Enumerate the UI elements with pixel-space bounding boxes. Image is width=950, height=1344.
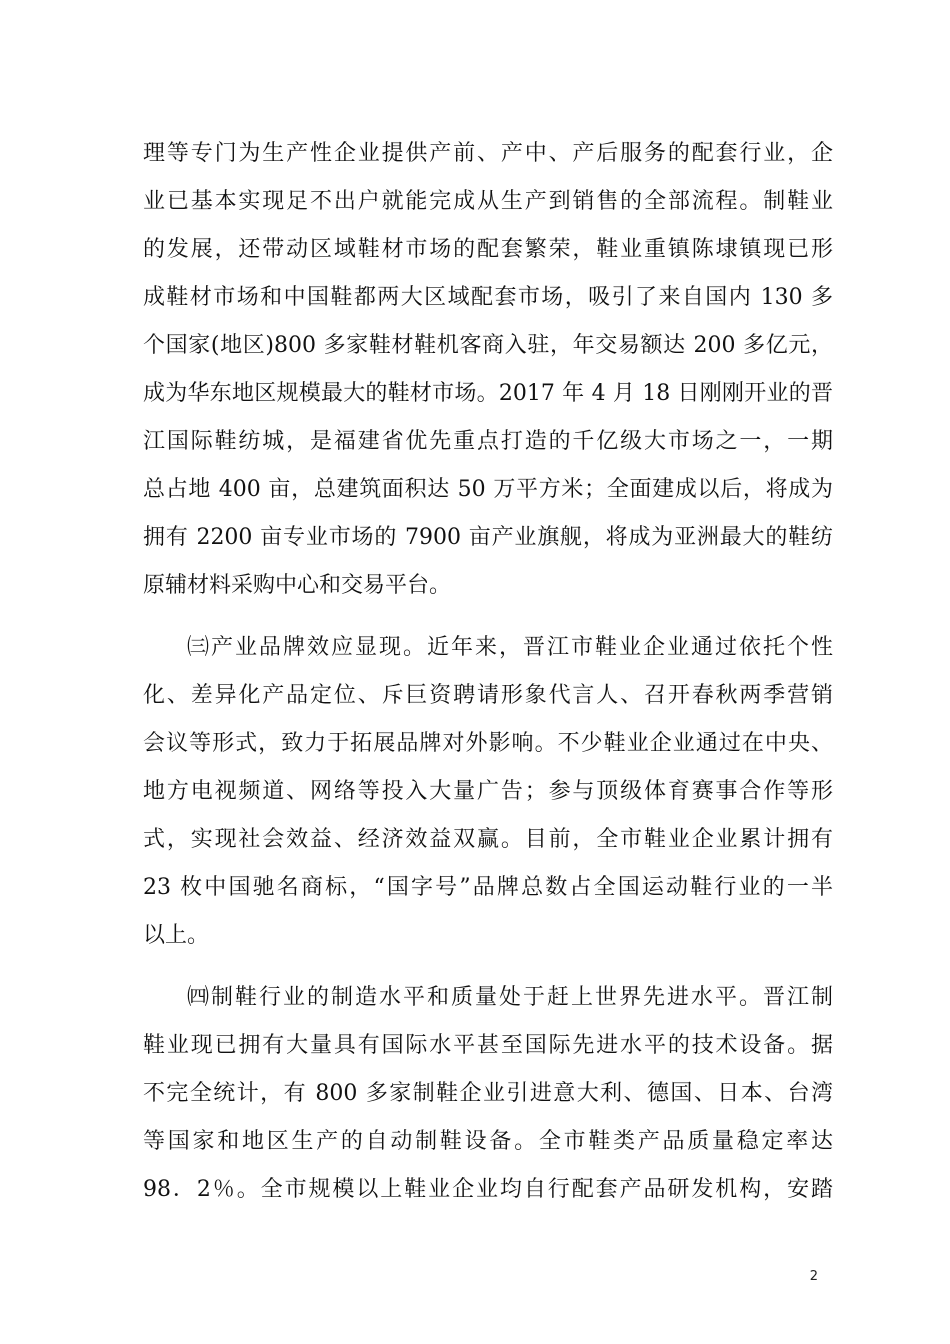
text-line: 拥有 2200 亩专业市场的 7900 亩产业旗舰，将成为亚洲最大的鞋纺 <box>143 525 833 550</box>
text-line: 不完全统计，有 800 多家制鞋企业引进意大利、德国、日本、台湾 <box>143 1081 833 1106</box>
text-line: 个国家(地区)800 多家鞋材鞋机客商入驻，年交易额达 200 多亿元， <box>143 333 833 358</box>
text-line: 成为华东地区规模最大的鞋材市场。2017 年 4 月 18 日刚刚开业的晋 <box>143 381 833 406</box>
page-number: 2 <box>809 1269 818 1284</box>
text-line: 理等专门为生产性企业提供产前、产中、产后服务的配套行业，企 <box>143 141 833 166</box>
text-line: 等国家和地区生产的自动制鞋设备。全市鞋类产品质量稳定率达 <box>143 1129 833 1154</box>
text-line: 98．2％。全市规模以上鞋业企业均自行配套产品研发机构，安踏 <box>143 1177 833 1202</box>
paragraph-heading-line: ㈢产业品牌效应显现。近年来，晋江市鞋业企业通过依托个性 <box>187 635 833 660</box>
text-line: 地方电视频道、网络等投入大量广告；参与顶级体育赛事合作等形 <box>143 779 833 804</box>
text-line: 会议等形式，致力于拓展品牌对外影响。不少鞋业企业通过在中央、 <box>143 731 833 756</box>
text-line: 化、差异化产品定位、斥巨资聘请形象代言人、召开春秋两季营销 <box>143 683 833 708</box>
text-line: 成鞋材市场和中国鞋都两大区域配套市场，吸引了来自国内 130 多 <box>143 285 833 310</box>
text-line: 江国际鞋纺城，是福建省优先重点打造的千亿级大市场之一，一期 <box>143 429 833 454</box>
text-line: 业已基本实现足不出户就能完成从生产到销售的全部流程。制鞋业 <box>143 189 833 214</box>
paragraph-heading-line: ㈣制鞋行业的制造水平和质量处于赶上世界先进水平。晋江制 <box>187 985 833 1010</box>
text-line: 23 枚中国驰名商标，“国字号”品牌总数占全国运动鞋行业的一半 <box>143 875 833 900</box>
text-line: 总占地 400 亩，总建筑面积达 50 万平方米；全面建成以后，将成为 <box>143 477 833 502</box>
text-line: 式，实现社会效益、经济效益双赢。目前，全市鞋业企业累计拥有 <box>143 827 833 852</box>
text-line: 以上。 <box>143 923 210 948</box>
text-line: 的发展，还带动区域鞋材市场的配套繁荣，鞋业重镇陈埭镇现已形 <box>143 237 833 262</box>
text-line: 原辅材料采购中心和交易平台。 <box>143 573 452 598</box>
text-line: 鞋业现已拥有大量具有国际水平甚至国际先进水平的技术设备。据 <box>143 1033 833 1058</box>
